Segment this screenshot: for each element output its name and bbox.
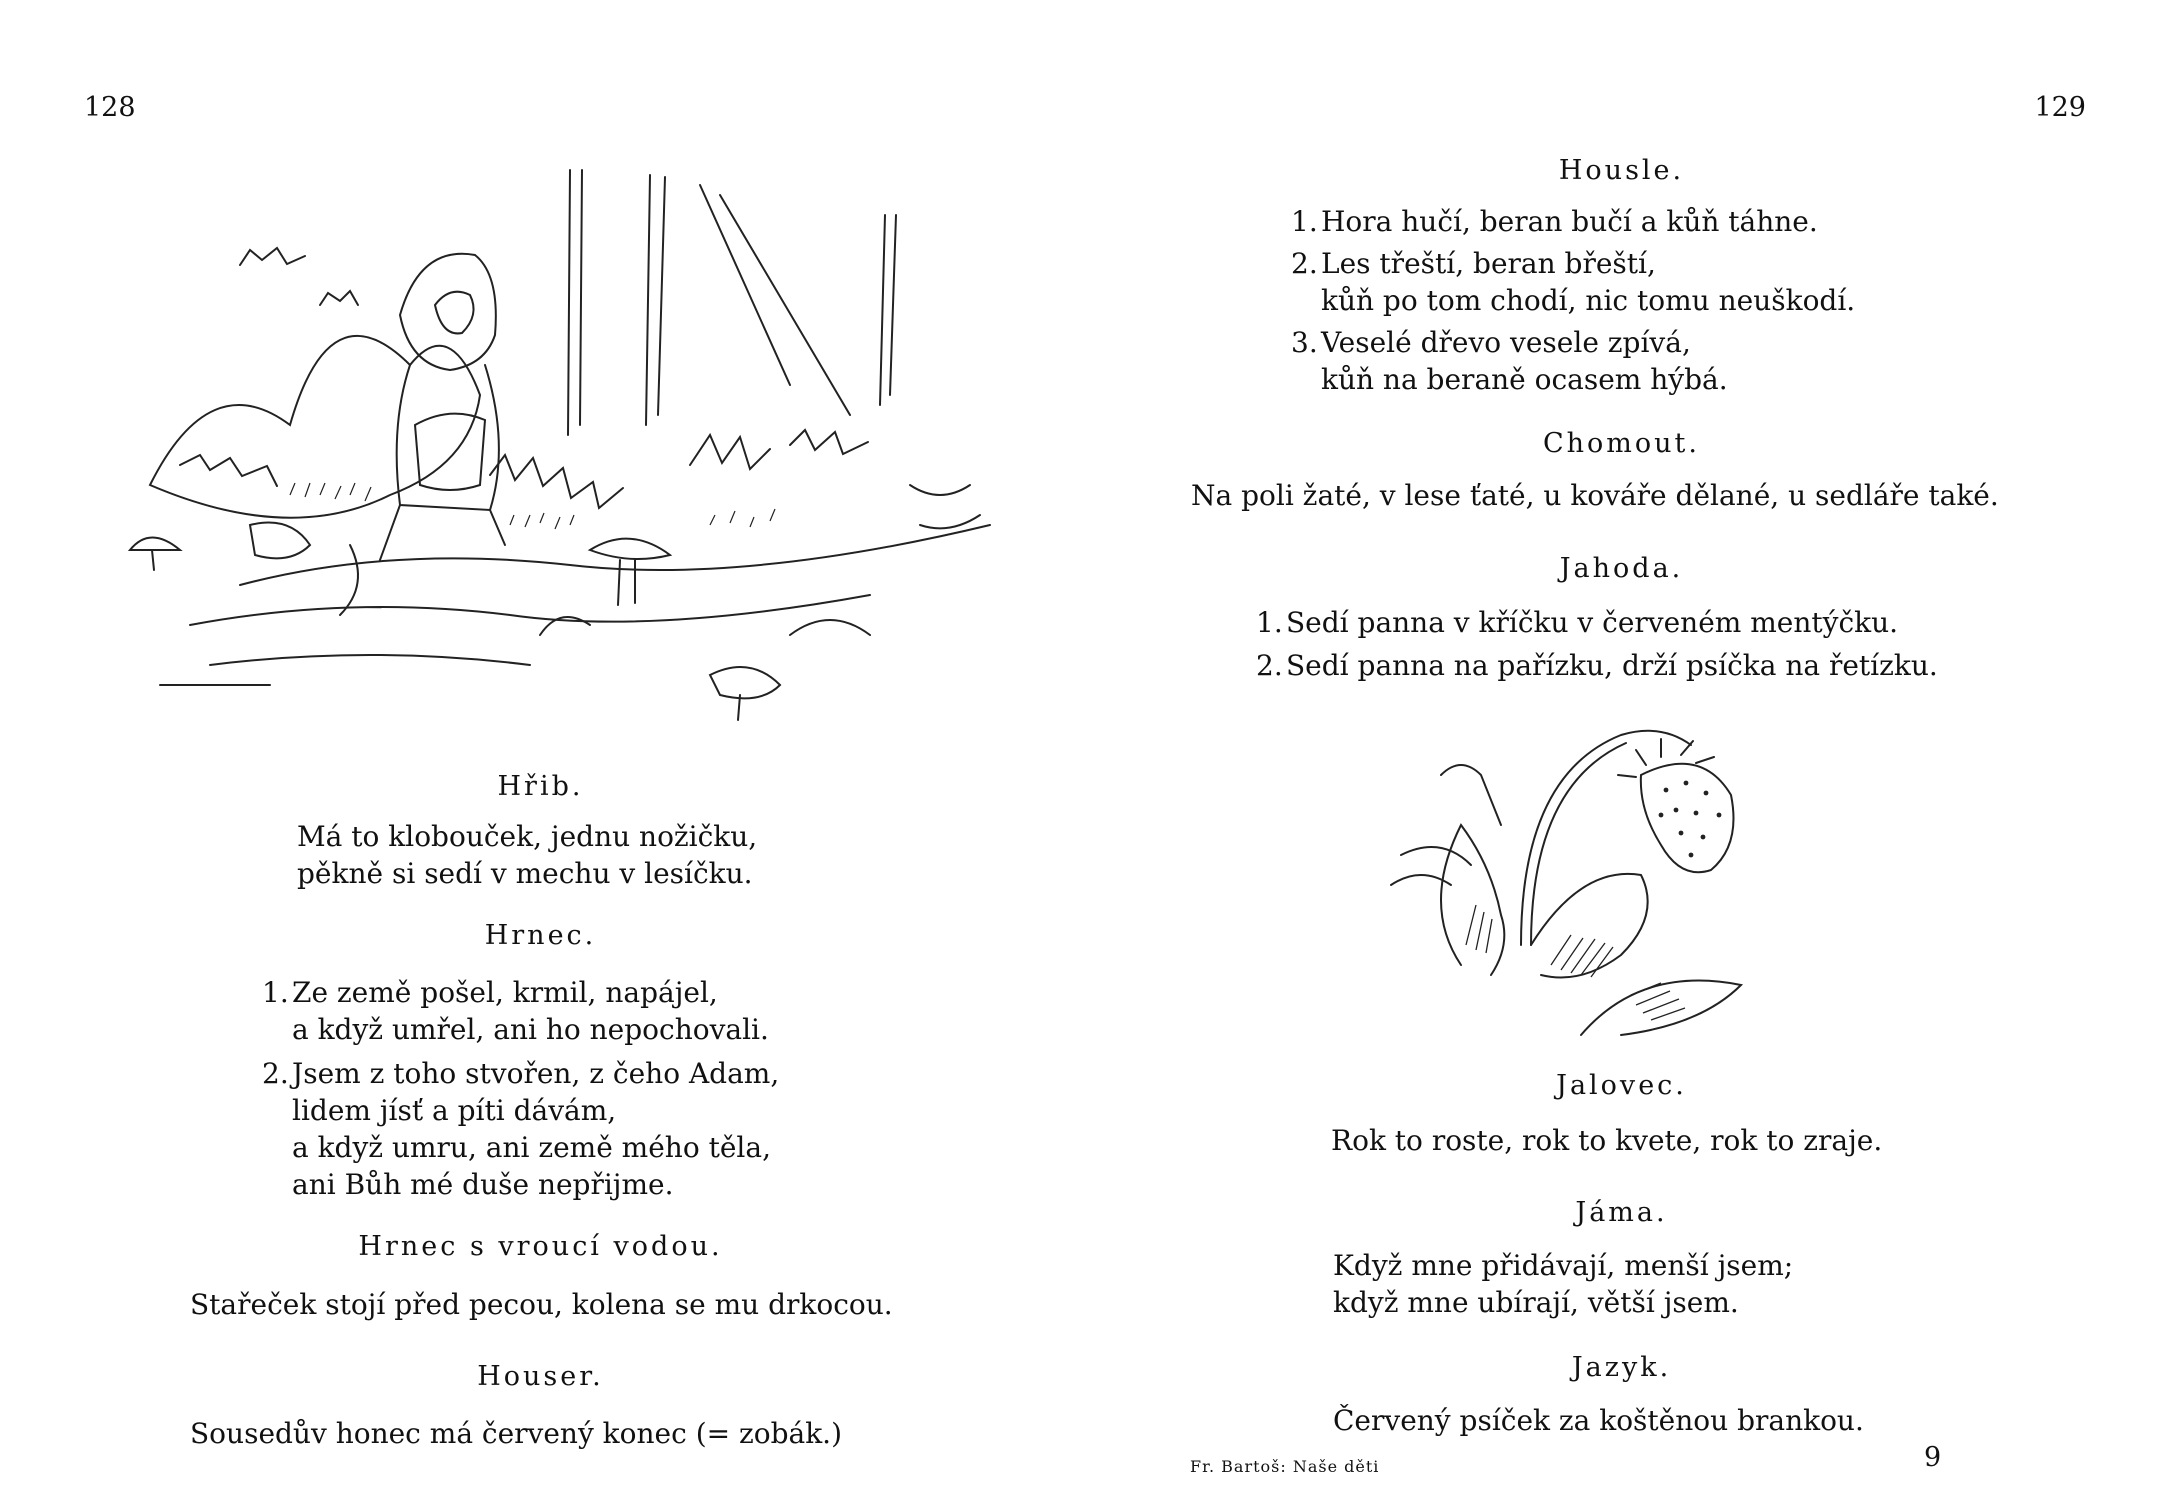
riddle-line: Sousedův honec má červený konec (= zobák.) bbox=[190, 1417, 842, 1450]
riddle-text bbox=[1256, 604, 1938, 684]
riddle-line: lidem jísť a píti dávám, bbox=[292, 1094, 617, 1127]
riddle-line: Červený psíček za koštěnou brankou. bbox=[1333, 1404, 1864, 1437]
item-number: 1. bbox=[1291, 205, 1318, 238]
riddle-title: Jazyk. bbox=[1571, 1352, 1672, 1383]
item-number: 2. bbox=[1256, 649, 1283, 682]
footer-note: Fr. Bartoš: Naše děti bbox=[1190, 1457, 1380, 1476]
riddle-line: 3. Veselé dřevo vesele zpívá, bbox=[1291, 326, 1691, 359]
riddle-line: ani Bůh mé duše nepřijme. bbox=[292, 1168, 674, 1201]
riddle-line: Má to klobouček, jednu nožičku, bbox=[297, 820, 758, 853]
riddle-title: Chomout. bbox=[1543, 428, 1700, 459]
riddle-line: 2. Sedí panna na pařízku, drží psíčka na řetízku. bbox=[1256, 649, 1938, 682]
riddle-line: Stařeček stojí před pecou, kolena se mu drkocou. bbox=[190, 1288, 893, 1321]
page-number: 129 bbox=[2034, 92, 2086, 123]
riddle-title: Houser. bbox=[477, 1361, 604, 1392]
riddle-text bbox=[1331, 1122, 1882, 1159]
riddle-text bbox=[262, 974, 779, 1203]
riddle-title: Hřib. bbox=[497, 771, 584, 802]
riddle-title: Housle. bbox=[1558, 155, 1685, 186]
strawberry-illustration bbox=[1381, 715, 1941, 1045]
riddle-line: Rok to roste, rok to kvete, rok to zraje. bbox=[1331, 1124, 1883, 1157]
riddle-line: a když umřel, ani ho nepochovali. bbox=[292, 1013, 769, 1046]
riddle-line: 2. Jsem z toho stvořen, z čeho Adam, bbox=[262, 1057, 780, 1090]
riddle-text bbox=[190, 1415, 842, 1452]
riddle-text bbox=[190, 1286, 893, 1323]
riddle-line: 1. Sedí panna v kříčku v červeném mentýčku. bbox=[1256, 606, 1899, 639]
riddle-line: 1. Ze země pošel, krmil, napájel, bbox=[262, 976, 718, 1009]
riddle-text bbox=[1191, 477, 1999, 514]
item-number: 2. bbox=[262, 1057, 289, 1090]
riddle-text bbox=[1333, 1247, 1793, 1321]
riddle-line: kůň na beraně ocasem hýbá. bbox=[1321, 363, 1728, 396]
riddle-title: Jalovec. bbox=[1556, 1070, 1687, 1101]
riddle-title: Hrnec s vroucí vodou. bbox=[358, 1231, 723, 1262]
riddle-line: Když mne přidávají, menší jsem; bbox=[1333, 1249, 1794, 1282]
riddle-text bbox=[1333, 1402, 1864, 1439]
page-number: 128 bbox=[84, 92, 136, 123]
riddle-line: pěkně si sedí v mechu v lesíčku. bbox=[297, 857, 753, 890]
forest-girl-illustration bbox=[90, 165, 1010, 745]
riddle-line: když mne ubírají, větší jsem. bbox=[1333, 1286, 1739, 1319]
item-number: 1. bbox=[1256, 606, 1283, 639]
riddle-title: Hrnec. bbox=[484, 920, 597, 951]
riddle-text bbox=[1291, 203, 1855, 398]
item-number: 1. bbox=[262, 976, 289, 1009]
right-page bbox=[1081, 0, 2162, 1500]
riddle-line: 1. Hora hučí, beran bučí a kůň táhne. bbox=[1291, 205, 1818, 238]
riddle-line: kůň po tom chodí, nic tomu neuškodí. bbox=[1321, 284, 1856, 317]
item-number: 3. bbox=[1291, 326, 1318, 359]
riddle-title: Jahoda. bbox=[1559, 553, 1684, 584]
riddle-title: Jáma. bbox=[1575, 1197, 1668, 1228]
riddle-line: a když umru, ani země mého těla, bbox=[292, 1131, 771, 1164]
riddle-line: 2. Les třeští, beran břeští, bbox=[1291, 247, 1656, 280]
signature-number: 9 bbox=[1924, 1442, 1942, 1473]
item-number: 2. bbox=[1291, 247, 1318, 280]
riddle-text bbox=[297, 818, 757, 892]
riddle-line: Na poli žaté, v lese ťaté, u kováře dělané, u sedláře také. bbox=[1191, 479, 1999, 512]
